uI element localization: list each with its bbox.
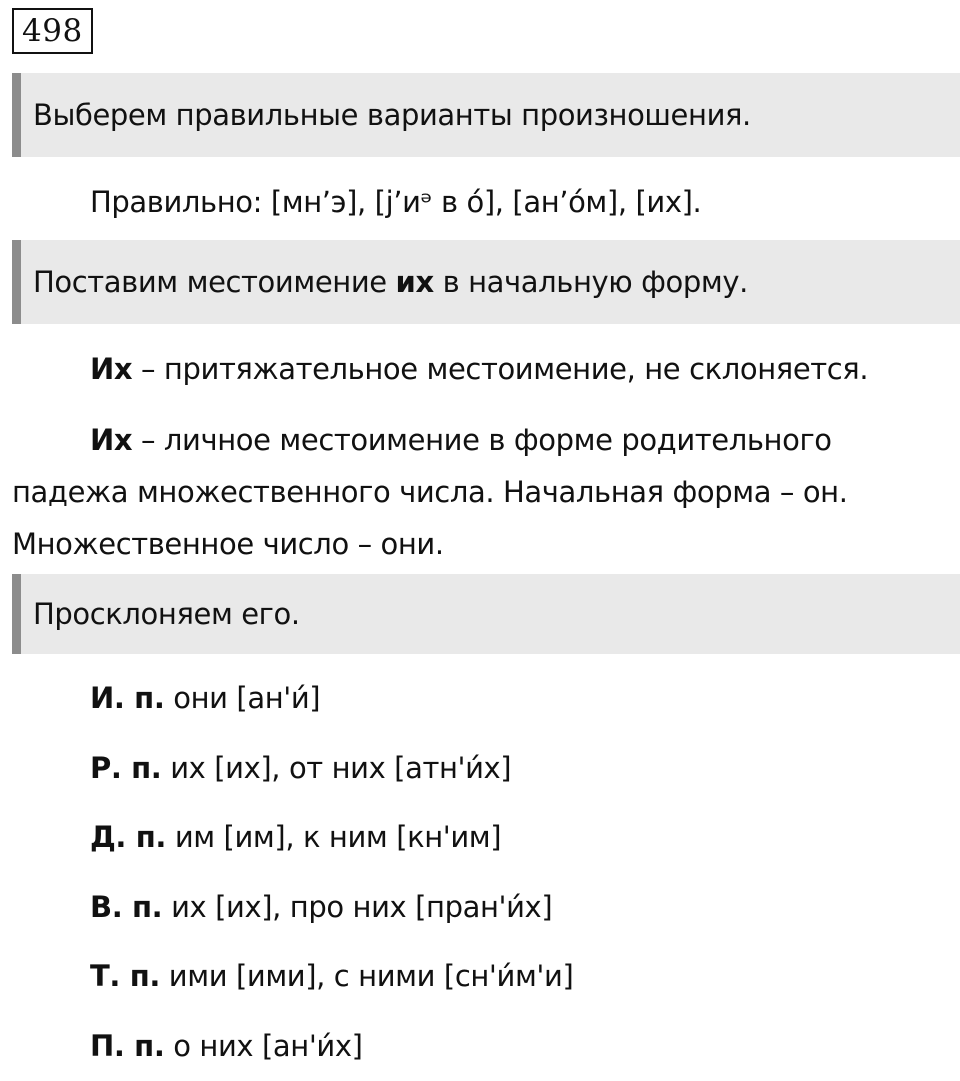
possessive-pronoun-line [90,349,868,389]
case-forms: их [их], про них [пран'и́х] [162,890,553,924]
case-forms: их [их], от них [атн'и́х] [161,751,512,785]
heading-text: Выберем правильные варианты произношения. [33,98,751,132]
case-forms: им [им], к ним [кн'им] [166,820,502,854]
case-label: П. п. [90,1029,165,1063]
case-forms: они [ан'и́] [164,681,321,715]
section-heading-declension [12,574,960,654]
heading-text-bold: их [395,265,434,299]
possessive-text: – притяжательное местоимение, не склоняется. [132,352,869,386]
personal-pronoun-paragraph [12,414,952,570]
case-row-genitive [90,748,511,788]
case-label: Р. п. [90,751,162,785]
case-label: В. п. [90,890,163,924]
section-heading-pronunciation [12,73,960,157]
case-row-prepositional [90,1026,363,1066]
heading-text-after: в начальную форму. [433,265,748,299]
heading-text-before: Поставим местоимение [33,265,396,299]
pronunciation-answer: Правильно: [мн’э], [j’иᵊ в о́], [ан’о́м], [их]. [90,185,702,219]
case-row-dative [90,817,501,857]
case-row-nominative [90,678,320,718]
case-row-instrumental [90,956,573,996]
section-heading-initial-form [12,240,960,324]
case-row-accusative [90,887,552,927]
personal-term: Их [90,423,133,457]
case-label: И. п. [90,681,165,715]
possessive-term: Их [90,352,133,386]
case-label: Д. п. [90,820,166,854]
case-forms: ими [ими], с ними [сн'и́м'и] [159,959,574,993]
personal-text: – личное местоимение в форме родительного падежа множественного числа. Начальная форма – он. Множественное число – они. [12,423,848,561]
exercise-number: 498 [12,8,93,54]
heading-text: Просклоняем его. [33,597,300,631]
case-label: Т. п. [90,959,160,993]
case-forms: о них [ан'и́х] [164,1029,363,1063]
